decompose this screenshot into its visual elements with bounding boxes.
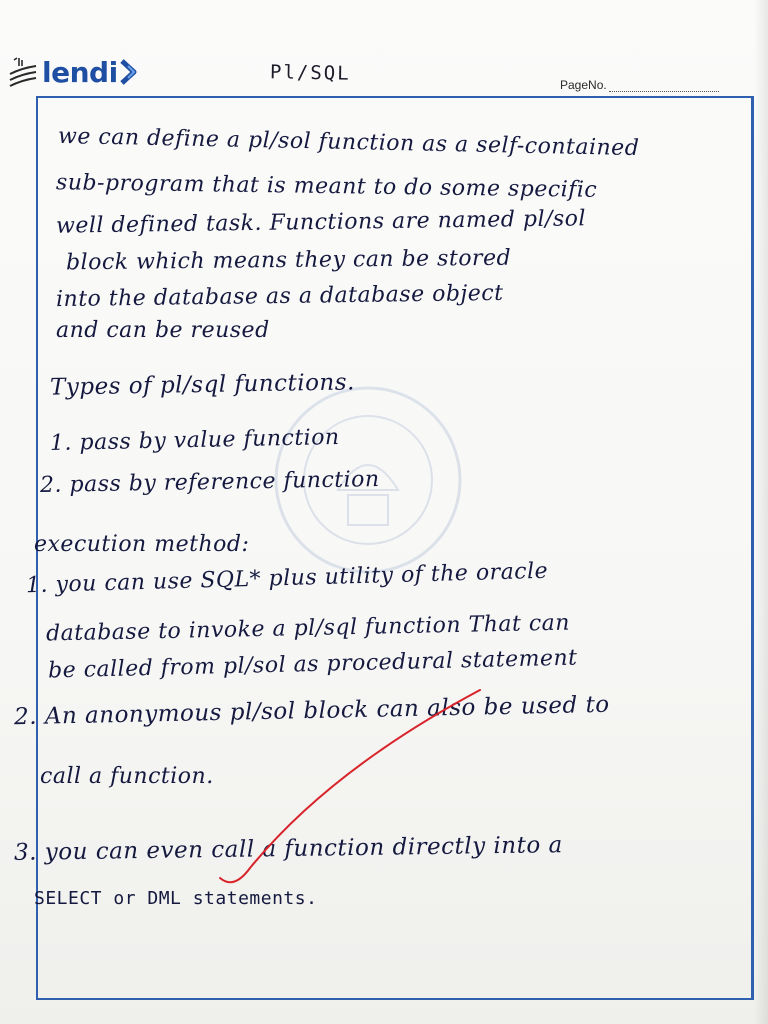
page-edge-shadow [754, 0, 768, 1024]
note-line: and can be reused [56, 318, 270, 343]
chevron-right-icon [118, 58, 140, 86]
page-number-field [560, 78, 730, 92]
list-item: 3. you can even call a function directly into a [13, 832, 563, 866]
note-line: sub-program that is meant to do some specific [55, 170, 598, 203]
note-heading: execution method: [34, 532, 250, 557]
logo-text: lendi [42, 55, 118, 89]
note-line: we can define a pl/sol function as a self-contained [57, 123, 640, 162]
red-pen-tick [210, 680, 490, 890]
note-line: call a function. [40, 764, 214, 789]
note-line: SELECT or DML statements. [34, 888, 318, 909]
note-line: block which means they can be stored [65, 245, 512, 276]
note-line: well defined task. Functions are named pl/sol [55, 206, 587, 239]
brand-logo [8, 52, 140, 92]
page-number-blank [609, 81, 719, 92]
list-item: 2. pass by reference function [39, 467, 380, 498]
list-item: 1. pass by value function [49, 424, 340, 457]
page-heading: Pl/SQL [269, 61, 351, 85]
note-line: into the database as a database object [55, 280, 504, 313]
lendi-leaf-icon [8, 54, 38, 90]
note-heading: Types of pl/sql functions. [49, 369, 356, 401]
note-line: database to invoke a pl/sql function That can [45, 610, 571, 647]
page-number-label: PageNo. [560, 78, 607, 92]
note-line: be called from pl/sol as procedural statement [47, 645, 578, 684]
list-item: 1. you can use SQL* plus utility of the oracle [25, 558, 549, 599]
list-item: 2. An anonymous pl/sol block can also be used to [13, 691, 610, 731]
